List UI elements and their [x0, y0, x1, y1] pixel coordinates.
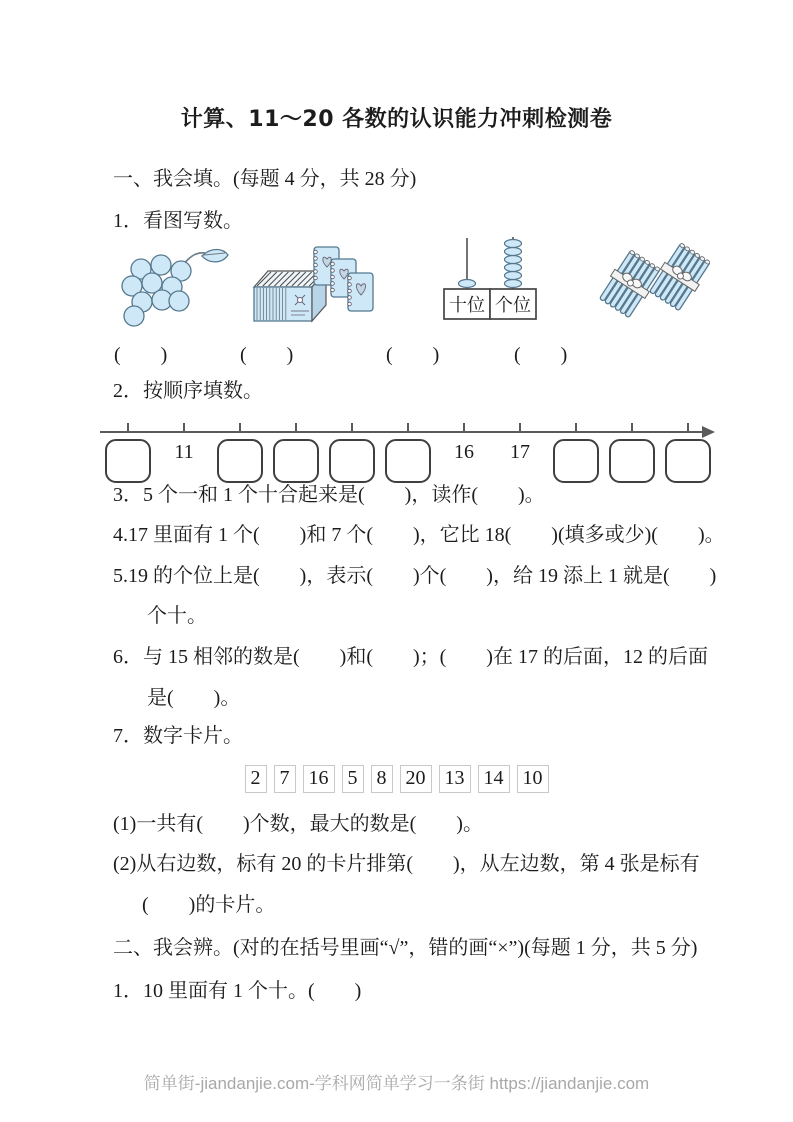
- page-title: 计算、11～20 各数的认识能力冲刺检测卷: [180, 107, 613, 132]
- section2-q1-text: 1．10 里面有 1 个十。( ): [113, 980, 362, 1002]
- notebooks-image: [248, 243, 374, 331]
- number-line-tick-label: 11: [156, 423, 212, 483]
- number-card: 13: [439, 765, 471, 793]
- ones-beads: [505, 240, 522, 288]
- section1-header: 一、我会填。(每题 4 分，共 28 分): [113, 168, 417, 190]
- number-line-answer-box: [212, 423, 268, 483]
- number-cards: [0, 765, 793, 793]
- q1-answer-blank: ( ): [514, 344, 568, 366]
- q1-label: 1．看图写数。: [113, 210, 243, 232]
- number-line-answer-box: [604, 423, 660, 483]
- number-line-tick-label: 17: [492, 423, 548, 483]
- q4-text: 4.17 里面有 1 个( )和 7 个( )，它比 18( )(填多或少)( )。: [113, 524, 725, 546]
- number-line-answer-box: [100, 423, 156, 483]
- number-line-tick-label: 16: [436, 423, 492, 483]
- q7-sub1-text: (1)一共有( )个数，最大的数是( )。: [113, 813, 483, 835]
- q5-text-line2: 个十。: [147, 605, 207, 627]
- spiral-notebook: [348, 273, 373, 311]
- q7-sub2-text-line2: ( )的卡片。: [142, 894, 276, 916]
- tens-place-label: 十位: [449, 295, 485, 315]
- number-line-answer-box: [548, 423, 604, 483]
- number-card: 10: [517, 765, 549, 793]
- q5-text-line1: 5.19 的个位上是( )，表示( )个( )，给 19 添上 1 就是( ): [113, 565, 717, 587]
- q1-answer-blank: ( ): [240, 344, 294, 366]
- footer-text: 简单街-jiandanjie.com-学科网简单学习一条街 https://jiandanjie.com: [143, 1074, 650, 1093]
- q2-label: 2．按顺序填数。: [113, 380, 263, 402]
- number-line-slots: [100, 423, 716, 483]
- number-line-answer-box: [380, 423, 436, 483]
- ones-place-label: 个位: [495, 295, 531, 315]
- q7-sub2-text-line1: (2)从右边数，标有 20 的卡片排第( )，从左边数，第 4 张是标有: [113, 853, 700, 875]
- grapes-image: [112, 244, 237, 332]
- number-card: 16: [303, 765, 335, 793]
- number-card: 8: [371, 765, 393, 793]
- number-card: 20: [400, 765, 432, 793]
- number-card: 14: [478, 765, 510, 793]
- q7-label: 7．数字卡片。: [113, 725, 243, 747]
- section2-header: 二、我会辨。(对的在括号里画“√”，错的画“×”)(每题 1 分，共 5 分): [113, 937, 698, 959]
- number-line: [100, 418, 720, 484]
- q1-answer-blank: ( ): [386, 344, 440, 366]
- tens-beads: [459, 280, 476, 288]
- q6-text-line2: 是( )。: [147, 687, 241, 709]
- number-line-answer-box: [660, 423, 716, 483]
- number-line-answer-box: [268, 423, 324, 483]
- place-value-abacus-image: [440, 235, 540, 321]
- q3-text: 3．5 个一和 1 个十合起来是( )，读作( )。: [113, 484, 545, 506]
- number-card: 7: [274, 765, 296, 793]
- number-card: 2: [245, 765, 267, 793]
- q1-answer-blank: ( ): [114, 344, 168, 366]
- stick-bundles-image: [597, 240, 715, 332]
- number-card: 5: [342, 765, 364, 793]
- number-line-answer-box: [324, 423, 380, 483]
- q6-text-line1: 6．与 15 相邻的数是( )和( )；( )在 17 的后面，12 的后面: [113, 646, 708, 668]
